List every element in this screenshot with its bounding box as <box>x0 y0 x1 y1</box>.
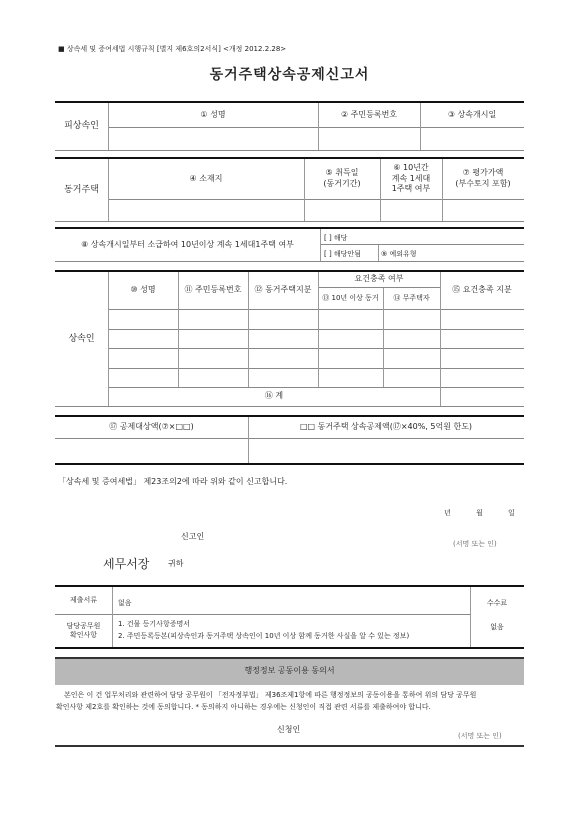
rule <box>55 614 470 615</box>
heir-share-header: ⑫ 동거주택지분 <box>254 285 312 295</box>
continuity-no-checkbox[interactable]: [ ] 해당안됨 <box>324 250 361 258</box>
tax-office-label: 세무서장 <box>103 557 150 571</box>
decedent-start-date-header: ③ 상속개시일 <box>447 109 497 119</box>
date-day-label: 일 <box>508 509 515 517</box>
consent-title: 행정정보 공동이용 동의서 <box>244 665 335 675</box>
house-value-field[interactable] <box>443 200 523 220</box>
divider <box>112 587 113 647</box>
decedent-start-date-field[interactable] <box>421 128 523 149</box>
heir-requirement-header: 요건충족 여부 <box>354 274 404 284</box>
decedent-rrn-header: ② 주민등록번호 <box>340 109 398 119</box>
heir-req-share-header: ⑮ 요건충족 지분 <box>452 285 512 295</box>
continuity-exception-label: ⑨ 예외유형 <box>381 250 417 258</box>
submit-docs-label: 제출서류 <box>69 595 98 604</box>
reporter-sign[interactable]: (서명 또는 인) <box>453 540 497 548</box>
house-acquisition-header: ⑤ 취득일 (동거기간) <box>323 168 361 188</box>
law-reference: ■ 상속세 및 증여세법 시행규칙 [별지 제6호의2서식] <개정 2012.2.28> <box>58 45 287 53</box>
heir-rrn-header: ⑪ 주민등록번호 <box>184 285 242 295</box>
heir-total-field[interactable] <box>441 388 523 405</box>
decedent-rrn-field[interactable] <box>319 128 419 149</box>
honorific-label: 귀하 <box>168 559 184 568</box>
deduction-target-field[interactable] <box>56 440 247 462</box>
official-check-label: 담당공무원 확인사항 <box>66 621 101 639</box>
reporter-label: 신고인 <box>181 532 205 541</box>
heir-total-label: ⑯ 계 <box>264 391 284 401</box>
consent-text-line-1: 본인은 이 건 업무처리와 관련하여 담당 공무원이 「전자정부법」 제36조제1항에 따른 행정정보의 공동이용을 통하여 위의 담당 공무원 <box>64 691 477 699</box>
house-ten-year-header: ⑥ 10년간 계속 1세대 1주택 여부 <box>391 162 431 194</box>
date-year-label: 년 <box>444 509 451 517</box>
continuity-question: ⑧ 상속개시일부터 소급하여 10년이상 계속 1세대1주택 여부 <box>81 239 294 249</box>
heirs-label: 상속인 <box>68 333 95 344</box>
rule <box>55 585 524 587</box>
consent-text-line-2: 확인사항 제2호를 확인하는 것에 동의합니다. * 동의하지 아니하는 경우에는 신청인이 직접 관련 서류를 제출하여야 합니다. <box>56 703 431 711</box>
rule <box>55 221 524 222</box>
rule <box>55 406 524 407</box>
deduction-amount-header: □□ 동거주택 상속공제액(⑰×40%, 5억원 한도) <box>299 422 473 432</box>
rule <box>55 261 524 262</box>
heir-no-house-header: ⑭ 무주택자 <box>393 293 430 302</box>
house-ten-year-field[interactable] <box>381 200 441 220</box>
applicant-label: 신청인 <box>277 725 301 734</box>
declaration-statement: 「상속세 및 증여세법」 제23조의2에 따라 위와 같이 신고합니다. <box>58 477 288 486</box>
deduction-amount-field[interactable] <box>249 440 523 462</box>
heir-rows-area[interactable] <box>109 310 523 386</box>
house-address-field[interactable] <box>109 200 303 220</box>
rule <box>55 438 524 439</box>
applicant-sign[interactable]: (서명 또는 인) <box>458 732 502 740</box>
rule <box>55 150 524 151</box>
heir-ten-year-header: ⑬ 10년 이상 동거 <box>322 293 379 302</box>
rule <box>320 244 524 245</box>
decedent-name-header: ① 성명 <box>200 109 226 119</box>
deduction-target-header: ⑰ 공제대상액(⑦×□□) <box>109 422 194 432</box>
date-month-label: 월 <box>476 509 483 517</box>
submit-docs-value: 없음 <box>118 599 132 607</box>
divider <box>378 245 379 261</box>
house-address-header: ④ 소재지 <box>189 173 223 183</box>
house-acquisition-field[interactable] <box>305 200 379 220</box>
official-check-item-2: 2. 주민등록등본(피상속인과 동거주택 상속인이 10년 이상 함께 동거한 사실을 알 수 있는 정보) <box>118 632 410 640</box>
decedent-label: 피상속인 <box>64 121 99 132</box>
divider <box>320 229 321 261</box>
fee-value: 없음 <box>490 623 504 632</box>
heir-name-header: ⑩ 성명 <box>130 285 156 295</box>
house-value-header: ⑦ 평가가액 (부수토지 포함) <box>455 168 511 188</box>
continuity-yes-checkbox[interactable]: [ ] 해당 <box>324 234 348 242</box>
official-check-item-1: 1. 건물 등기사항증명서 <box>118 620 190 628</box>
house-label: 동거주택 <box>64 184 99 195</box>
rule <box>55 463 524 465</box>
fee-label: 수수료 <box>486 599 508 608</box>
page-title: 동거주택상속공제신고서 <box>209 67 370 83</box>
rule <box>55 647 524 649</box>
decedent-name-field[interactable] <box>109 128 317 149</box>
rule <box>55 745 524 747</box>
continuity-exception-field[interactable] <box>430 246 523 260</box>
